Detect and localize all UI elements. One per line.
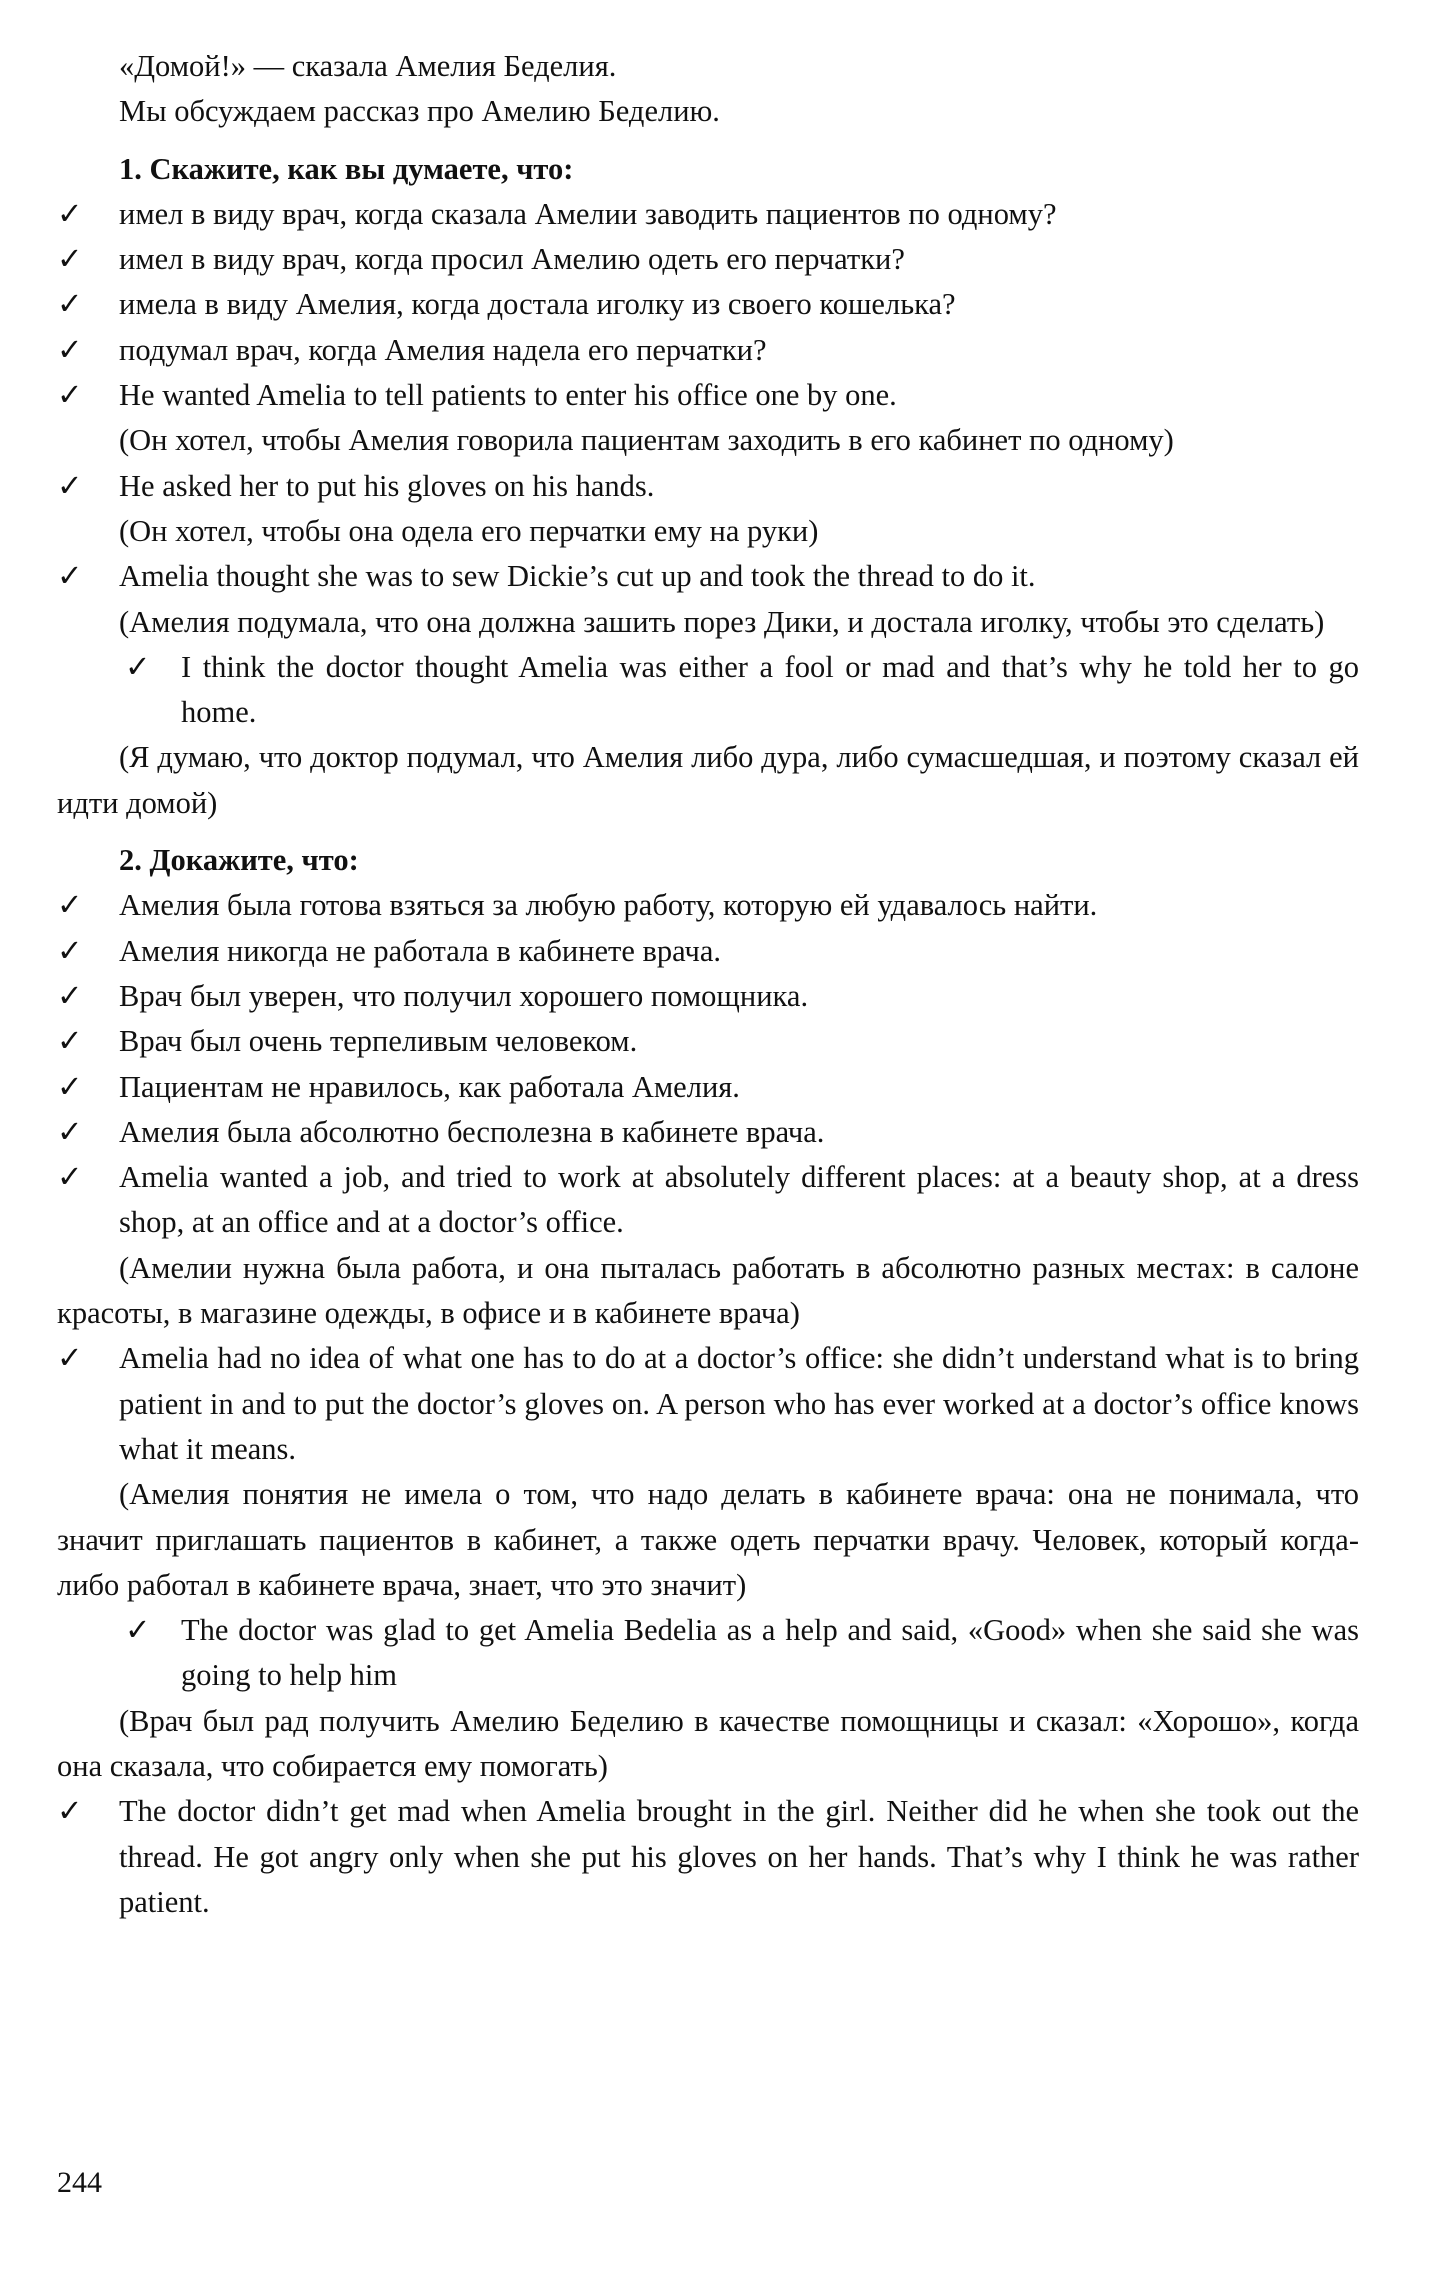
checkmark-icon: ✓ <box>57 888 83 923</box>
translation-paragraph: (Я думаю, что доктор подумал, что Амелия либо дура, либо сумасшедшая, и поэтому сказал ей идти домой) <box>57 740 1359 820</box>
checklist-item <box>57 192 1359 237</box>
checklist-item-text: подумал врач, когда Амелия надела его перчатки? <box>119 332 767 367</box>
translation-paragraph: (Амелия подумала, что она должна зашить порез Дики, и достала иголку, чтобы это сделать) <box>119 604 1325 639</box>
checklist-item <box>57 883 1359 928</box>
checklist-item-text: He wanted Amelia to tell patients to enter his office one by one. <box>119 378 897 413</box>
checklist-item <box>57 974 1359 1019</box>
checklist-item-text: I think the doctor thought Amelia was either a fool or mad and that’s why he told her to go home. <box>181 649 1359 730</box>
checkmark-icon: ✓ <box>57 242 83 277</box>
checkmark-icon: ✓ <box>57 1160 83 1195</box>
checkmark-icon: ✓ <box>57 468 83 503</box>
checklist-item-text: имел в виду врач, когда просил Амелию одеть его перчатки? <box>119 242 905 277</box>
checklist-item-text: The doctor didn’t get mad when Amelia brought in the girl. Neither did he when she took out the thread. He got angry only when she put his gloves on her hands. That’s why I think he was rather patient. <box>119 1794 1359 1919</box>
checklist-item <box>57 1065 1359 1110</box>
checklist-item <box>57 328 1359 373</box>
checkmark-icon: ✓ <box>57 1069 83 1104</box>
checklist-item-text: Amelia had no idea of what one has to do at a doctor’s office: she didn’t understand what is to bring patient in and to put the doctor’s gloves on. A person who has ever worked at a doctor’s office knows what it means. <box>119 1341 1359 1466</box>
checklist-item-text: Врач был очень терпеливым человеком. <box>119 1024 638 1059</box>
checklist-item <box>57 1019 1359 1064</box>
checklist-item <box>57 1789 1359 1925</box>
translation-paragraph: (Он хотел, чтобы она одела его перчатки ему на руки) <box>119 513 819 548</box>
checklist-item <box>57 554 1359 599</box>
translation-paragraph: (Амелия понятия не имела о том, что надо делать в кабинете врача: она не понимала, что значит приглашать пациентов в кабинет, а также одеть перчатки врачу. Человек, который когда-либо работал в кабинете врача, знает, что это значит) <box>57 1477 1359 1602</box>
checklist-item-text: Амелия была абсолютно бесполезна в кабинете врача. <box>119 1114 825 1149</box>
checkmark-icon: ✓ <box>57 378 83 413</box>
checklist-item-text: имел в виду врач, когда сказала Амелии заводить пациентов по одному? <box>119 196 1057 231</box>
section-1-items <box>57 192 1359 826</box>
checklist-item <box>57 929 1359 974</box>
page-number: 244 <box>57 2166 102 2199</box>
checklist-item <box>57 1155 1359 1246</box>
checklist-item-text: Амелия никогда не работала в кабинете врача. <box>119 933 722 968</box>
checkmark-icon: ✓ <box>57 332 83 367</box>
intro-line: Мы обсуждаем рассказ про Амелию Беделию. <box>119 94 720 129</box>
checklist-item <box>57 373 1359 418</box>
section-1-heading: 1. Скажите, как вы думаете, что: <box>119 151 574 186</box>
checkmark-icon: ✓ <box>57 1114 83 1149</box>
checkmark-icon: ✓ <box>57 978 83 1013</box>
checklist-item-text: He asked her to put his gloves on his hands. <box>119 468 655 503</box>
checkmark-icon: ✓ <box>125 649 151 684</box>
checkmark-icon: ✓ <box>57 196 83 231</box>
checkmark-icon: ✓ <box>57 1794 83 1829</box>
section-2-items <box>57 883 1359 1925</box>
checkmark-icon: ✓ <box>57 1341 83 1376</box>
checkmark-icon: ✓ <box>57 287 83 322</box>
checklist-item <box>57 645 1359 736</box>
checkmark-icon: ✓ <box>57 1024 83 1059</box>
checklist-item-text: Врач был уверен, что получил хорошего помощника. <box>119 978 809 1013</box>
translation-paragraph: (Врач был рад получить Амелию Беделию в качестве помощницы и сказал: «Хорошо», когда она сказала, что собирается ему помогать) <box>57 1703 1359 1783</box>
checklist-item-text: Amelia thought she was to sew Dickie’s cut up and took the thread to do it. <box>119 559 1036 594</box>
translation-paragraph: (Амелии нужна была работа, и она пыталась работать в абсолютно разных местах: в салоне красоты, в магазине одежды, в офисе и в кабинете врача) <box>57 1250 1359 1331</box>
checklist-item-text: The doctor was glad to get Amelia Bedelia as a help and said, «Good» when she said she was going to help him <box>181 1613 1359 1693</box>
checklist-item-text: Amelia wanted a job, and tried to work at absolutely different places: at a beauty shop, at a dress shop, at an office and at a doctor’s office. <box>119 1160 1359 1240</box>
intro-line: «Домой!» — сказала Амелия Беделия. <box>119 49 617 83</box>
translation-paragraph: (Он хотел, чтобы Амелия говорила пациентам заходить в его кабинет по одному) <box>119 423 1174 458</box>
checklist-item <box>57 1110 1359 1155</box>
page-body <box>57 44 1359 1925</box>
checkmark-icon: ✓ <box>57 933 83 968</box>
checklist-item-text: Амелия была готова взяться за любую работу, которую ей удавалось найти. <box>119 888 1098 923</box>
checklist-item <box>57 282 1359 327</box>
checkmark-icon: ✓ <box>125 1613 151 1648</box>
checklist-item <box>57 237 1359 282</box>
checkmark-icon: ✓ <box>57 559 83 594</box>
checklist-item-text: имела в виду Амелия, когда достала иголку из своего кошелька? <box>119 287 956 322</box>
checklist-item <box>57 1608 1359 1699</box>
checklist-item-text: Пациентам не нравилось, как работала Амелия. <box>119 1069 740 1104</box>
section-2-heading: 2. Докажите, что: <box>119 843 359 878</box>
checklist-item <box>57 464 1359 509</box>
checklist-item <box>57 1336 1359 1472</box>
